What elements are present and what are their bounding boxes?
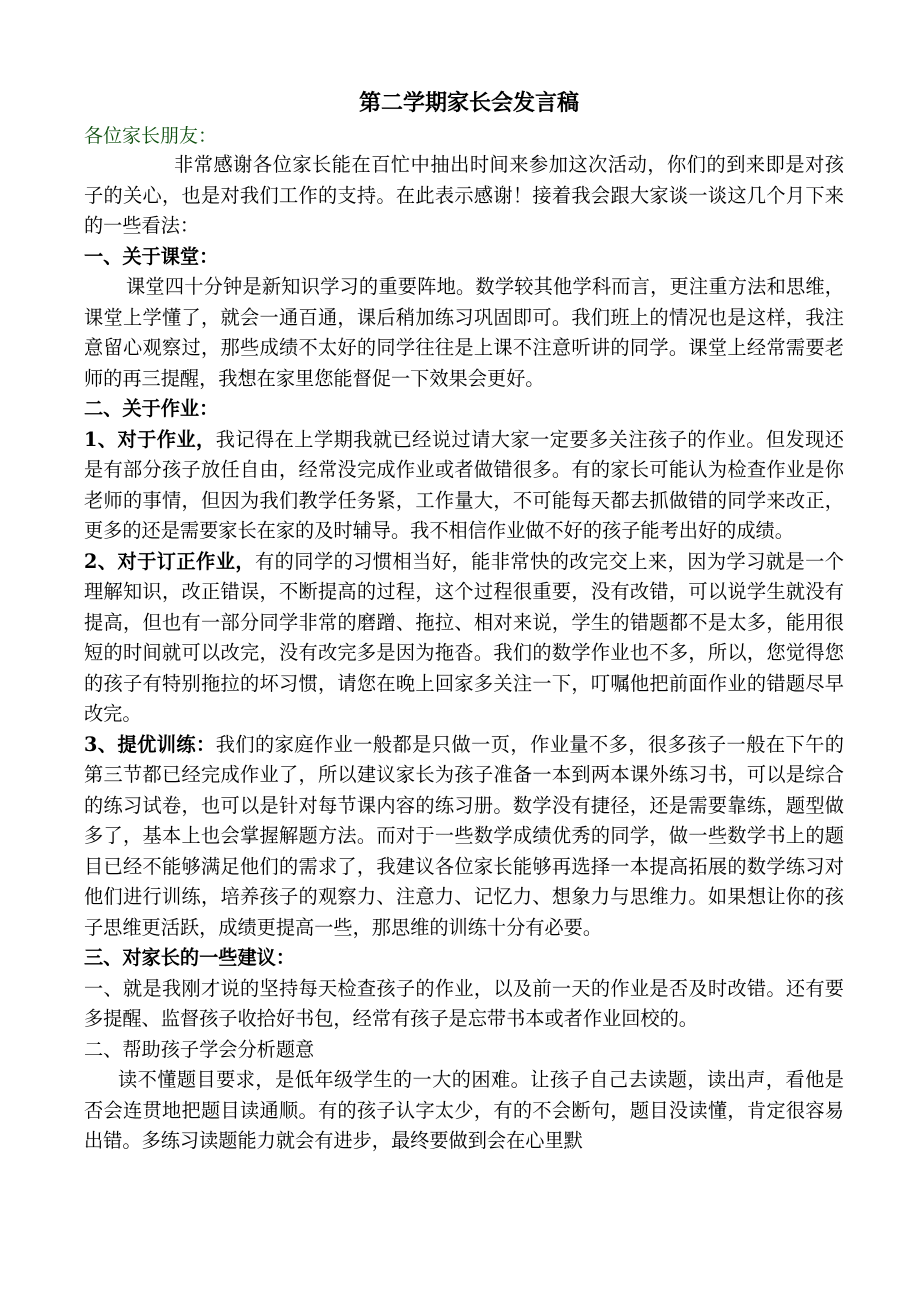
section-3-heading: 三、对家长的一些建议： [84,946,296,969]
intro-paragraph: 非常感谢各位家长能在百忙中抽出时间来参加这次活动，你们的到来即是对孩子的关心，也是对我们工作的支持。在此表示感谢！接着我会跟大家谈一谈这几个月下来的一些看法： [84,153,844,237]
item-3-paragraph [84,730,844,944]
document-title: 第二学期家长会发言稿 [358,90,579,116]
item-3-lead: 3、提优训练： [84,732,216,756]
greeting: 各位家长朋友： [84,125,218,147]
section-2-heading: 二、关于作业： [84,397,219,420]
item-1-paragraph [84,425,844,547]
section-3-item-1: 一、就是我刚才说的坚持每天检查孩子的作业，以及前一天的作业是否及时改错。还有要多提醒、监督孩子收拾好书包，经常有孩子是忘带书本或者作业回校的。 [84,976,844,1030]
item-1-body: 我记得在上学期我就已经说过请大家一定要多关注孩子的作业。但发现还是有部分孩子放任自由，经常没完成作业或者做错很多。有的家长可能认为检查作业是你老师的事情，但因为我们教学任务紧，工作量大，不可能每天都去抓做错的同学来改正，更多的还是需要家长在家的及时辅导。我不相信作业做不好的孩子能考出好的成绩。 [84,427,844,542]
section-3-item-2-body: 读不懂题目要求，是低年级学生的一大的困难。让孩子自己去读题，读出声，看他是否会连贯地把题目读通顺。有的孩子认字太少，有的不会断句，题目没读懂，肯定很容易出错。多练习读题能力就会有进步，最终要做到会在心里默 [84,1068,844,1152]
item-2-paragraph [84,547,844,730]
section-3-item-2-heading: 二、帮助孩子学会分析题意 [84,1037,315,1061]
document-page [84,88,844,1157]
item-2-lead: 2、对于订正作业， [84,549,255,573]
section-1-heading: 一、关于课堂： [84,244,219,268]
item-3-body: 我们的家庭作业一般都是只做一页，作业量不多，很多孩子一般在下午的第三节都已经完成作业了，所以建议家长为孩子准备一本到两本课外练习书，可以是综合的练习试卷，也可以是针对每节课内容的练习册。数学没有捷径，还是需要靠练，题型做多了，基本上也会掌握解题方法。而对于一些数学成绩优秀的同学，做一些数学书上的题目已经不能够满足他们的需求了，我建议各位家长能够再选择一本提高拓展的数学练习对他们进行训练，培养孩子的观察力、注意力、记忆力、想象力与思维力。如果想让你的孩子思维更活跃，成绩更提高一些，那思维的训练十分有必要。 [84,732,844,939]
item-2-body: 有的同学的习惯相当好，能非常快的改完交上来，因为学习就是一个理解知识，改正错误，不断提高的过程，这个过程很重要，没有改错，可以说学生就没有提高，但也有一部分同学非常的磨蹭、拖拉、相对来说，学生的错题都不是太多，能用很短的时间就可以改完，没有改完多是因为拖沓。我们的数学作业也不多，所以，您觉得您的孩子有特别拖拉的坏习惯，请您在晚上回家多关注一下，叮嘱他把前面作业的错题尽早改完。 [84,549,844,725]
section-1-body: 课堂四十分钟是新知识学习的重要阵地。数学较其他学科而言，更注重方法和思维，课堂上学懂了，就会一通百通，课后稍加练习巩固即可。我们班上的情况也是这样，我注意留心观察过，那些成绩不太好的同学往往是上课不注意听讲的同学。课堂上经常需要老师的再三提醒，我想在家里您能督促一下效果会更好。 [84,275,844,390]
item-1-lead: 1、对于作业， [84,427,216,451]
